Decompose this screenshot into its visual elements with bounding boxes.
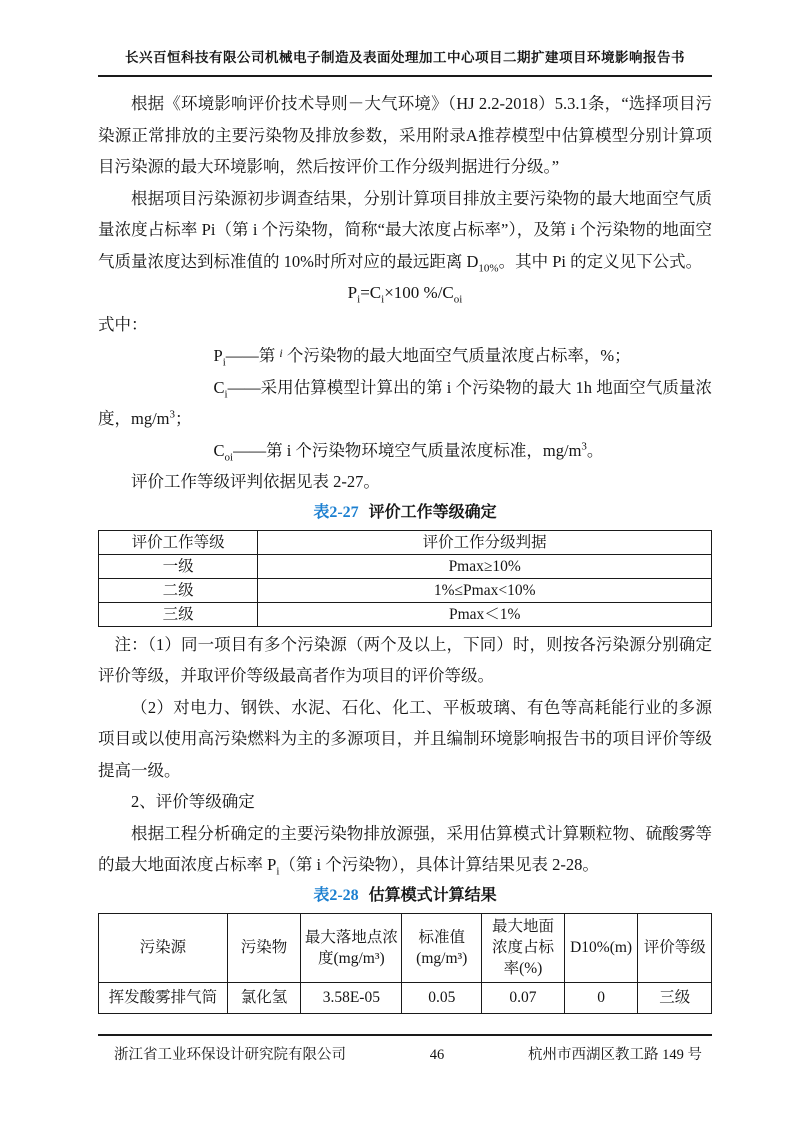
footer-address: 杭州市西湖区教工路 149 号 <box>528 1047 702 1063</box>
paragraph-guideline: 根据《环境影响评价技术导则－大气环境》（HJ 2.2-2018）5.3.1条，“选择项目污染源正常排放的主要污染物及排放参数，采用附录A推荐模型中估算模型分别计算项目污染源的最大环境影响，然后按评价工作分级判据进行分级。” <box>98 94 712 176</box>
definition-pi <box>98 340 712 372</box>
table-27-grade-2: 二级 <box>99 578 258 602</box>
table-28-label: 表2-28 <box>313 886 359 904</box>
see-table-27-line: 评价工作等级评判依据见表 2-27。 <box>131 472 380 491</box>
table-27-grade-1: 一级 <box>99 554 258 578</box>
table-28-header-standard: 标准值(mg/m³) <box>402 913 482 982</box>
page-footer <box>98 1034 712 1064</box>
table-row <box>99 982 712 1013</box>
formula-eq-c: =C <box>360 283 382 302</box>
table-28-header-max-conc: 最大落地点浓度(mg/m³) <box>301 913 402 982</box>
table-28-title <box>98 882 712 910</box>
def-pi-text: 个污染物的最大地面空气质量浓度占标率，%； <box>282 346 631 365</box>
def-pi-dash: ——第 <box>225 346 280 365</box>
table-28-cell-standard: 0.05 <box>402 982 482 1013</box>
header-title: 长兴百恒科技有限公司机械电子制造及表面处理加工中心项目二期扩建项目环境影响报告书 <box>125 50 685 65</box>
def-coi-symbol: C <box>213 440 225 460</box>
table-28-cell-pollutant: 氯化氢 <box>227 982 301 1013</box>
table-28-header-source: 污染源 <box>99 913 228 982</box>
table-28-header-pollutant: 污染物 <box>227 913 301 982</box>
table-28-cell-d10: 0 <box>564 982 638 1013</box>
table-row <box>99 578 712 602</box>
definition-coi <box>98 435 712 467</box>
table-28-cell-ratio: 0.07 <box>482 982 565 1013</box>
table-27-grade-3: 三级 <box>99 602 258 626</box>
paragraph-survey-text-2: 。其中 Pi 的定义见下公式。 <box>498 251 703 271</box>
page-content <box>98 88 712 1014</box>
formula-c-sub: i <box>381 293 385 306</box>
def-ci-sub: i <box>224 387 228 400</box>
table-row <box>99 554 712 578</box>
table-27-header-criteria: 评价工作分级判据 <box>258 530 712 554</box>
def-ci-end: ； <box>175 409 192 428</box>
paragraph-survey-text-1: 根据项目污染源初步调查结果，分别计算项目排放主要污染物的最大地面空气质量浓度占标率 Pi（第 i 个污染物，简称“最大浓度占标率”），及第 i 个污染物的地面空气质量浓度达到标准值的 10%时所对应的最远距离 D <box>98 188 712 271</box>
section-2-heading: 2、评价等级确定 <box>131 792 255 811</box>
table-27-header-row <box>99 530 712 554</box>
table-28-header-row <box>99 913 712 982</box>
table-27-note-2: （2）对电力、钢铁、水泥、石化、化工、平板玻璃、有色等高耗能行业的多源项目或以使用高污染燃料为主的多源项目，并且编制环境影响报告书的项目评价等级提高一级。 <box>98 697 712 780</box>
page-header <box>98 46 712 77</box>
table-27-criteria-1: Pmax≥10% <box>258 554 712 578</box>
def-coi-sub: oi <box>224 450 234 463</box>
table-row <box>99 602 712 626</box>
formula-p: P <box>347 283 358 302</box>
table-28-cell-grade: 三级 <box>638 982 712 1013</box>
def-coi-text: ——第 i 个污染物环境空气质量浓度标准，mg/m <box>233 440 582 460</box>
paragraph-estimate-text-2: （第 i 个污染物），具体计算结果见表 2-28。 <box>279 855 599 874</box>
footer-company: 浙江省工业环保设计研究院有限公司 <box>114 1047 346 1063</box>
where-label: 式中： <box>98 314 148 334</box>
table-28 <box>98 913 712 1014</box>
footer-page-number: 46 <box>429 1047 445 1063</box>
table-28-header-d10: D10%(m) <box>564 913 638 982</box>
def-ci-symbol: C <box>213 377 225 397</box>
formula-coi-sub: oi <box>453 293 463 306</box>
table-27 <box>98 530 712 627</box>
def-coi-sup-3: 3 <box>581 440 587 452</box>
def-coi-end: 。 <box>586 440 604 460</box>
def-ci-text: ——采用估算模型计算出的第 i 个污染物的最大 1h 地面空气质量浓度，mg/m <box>98 377 712 428</box>
table-27-criteria-3: Pmax＜1% <box>258 602 712 626</box>
table-27-note-1: 注：（1）同一项目有多个污染源（两个及以上，下同）时，则按各污染源分别确定评价等级，并取评价等级最高者作为项目的评价等级。 <box>98 634 712 685</box>
paragraph-estimate-text-1: 根据工程分析确定的主要污染物排放源强，采用估算模式计算颗粒物、硫酸雾等的最大地面浓度占标率 P <box>98 823 712 874</box>
paragraph-survey <box>98 183 712 278</box>
paragraph-estimate <box>98 818 712 881</box>
def-pi-symbol: P <box>213 346 223 365</box>
formula-times: ×100 %/C <box>384 283 454 302</box>
def-pi-sub: i <box>222 356 226 369</box>
table-27-caption: 评价工作等级确定 <box>368 503 497 521</box>
def-pi-italic-i: i <box>279 346 283 360</box>
definition-ci <box>98 372 712 435</box>
paragraph-estimate-sub: i <box>276 865 280 878</box>
table-28-cell-max-conc: 3.58E-05 <box>301 982 402 1013</box>
table-27-criteria-2: 1%≤Pmax<10% <box>258 578 712 602</box>
subscript-d10-percent: 10% <box>478 261 499 274</box>
table-27-label: 表2-27 <box>313 503 359 521</box>
table-27-title <box>98 499 712 527</box>
table-27-header-grade: 评价工作等级 <box>99 530 258 554</box>
formula-pi-equation <box>98 277 712 309</box>
table-28-header-ratio: 最大地面浓度占标率(%) <box>482 913 565 982</box>
def-ci-sup-3: 3 <box>169 408 176 421</box>
table-28-caption: 估算模式计算结果 <box>368 886 497 904</box>
table-28-header-grade: 评价等级 <box>638 913 712 982</box>
table-28-cell-source: 挥发酸雾排气筒 <box>99 982 228 1013</box>
formula-p-sub: i <box>357 293 361 306</box>
